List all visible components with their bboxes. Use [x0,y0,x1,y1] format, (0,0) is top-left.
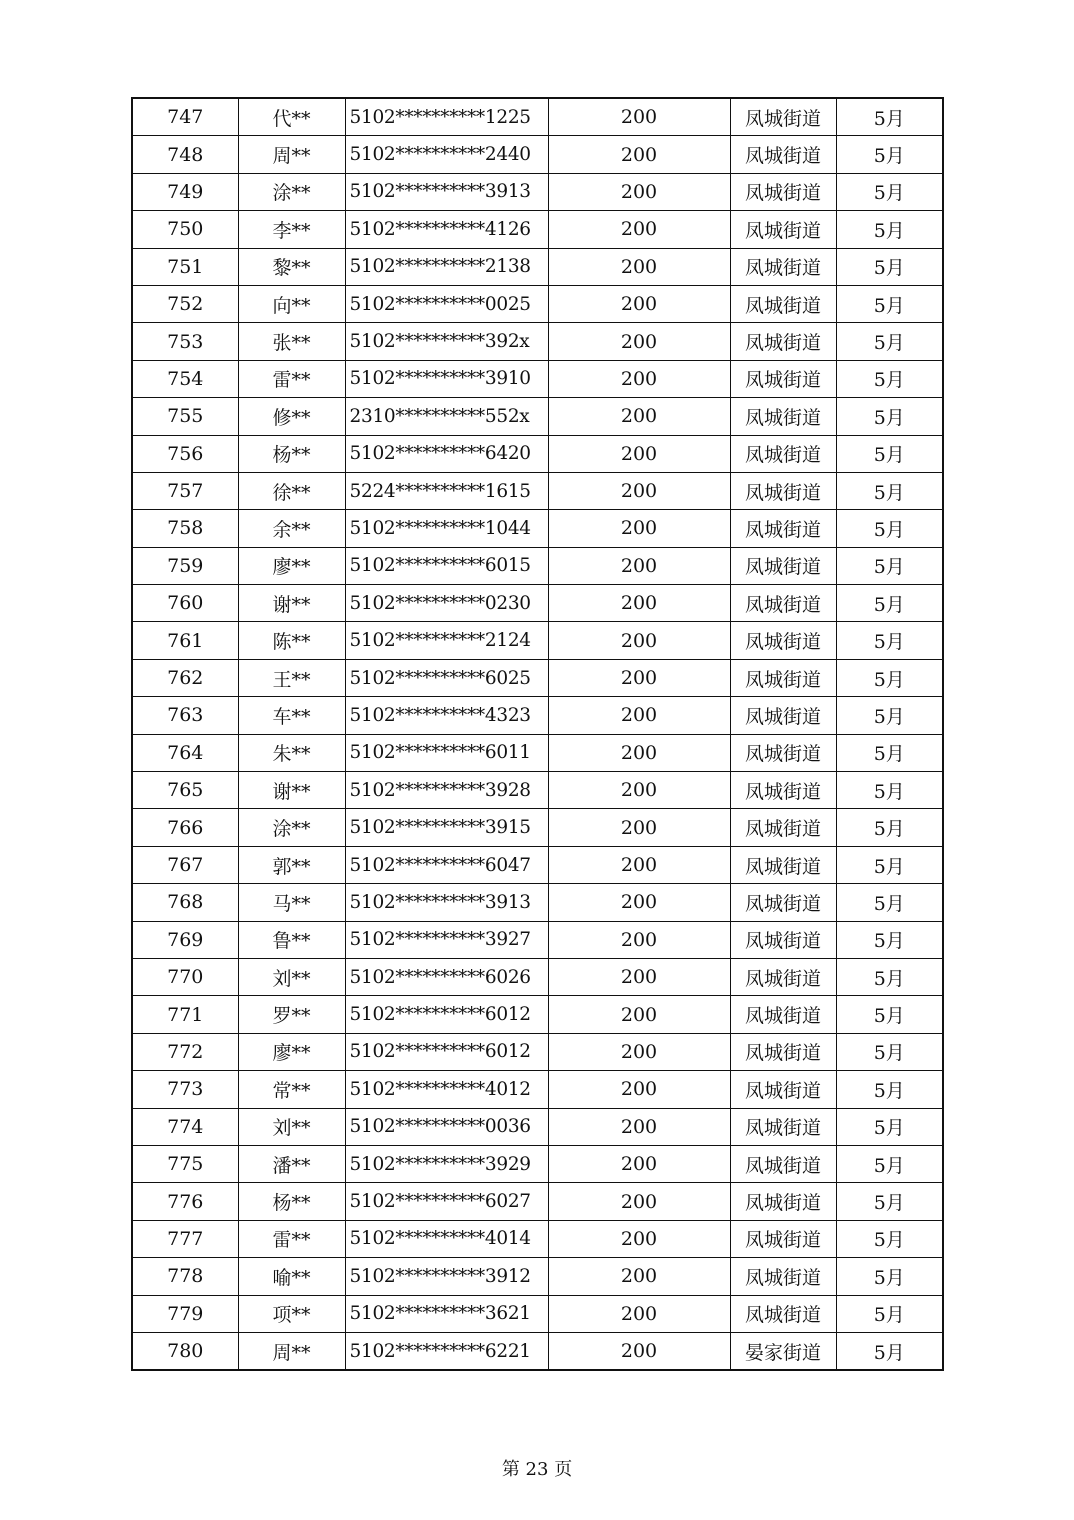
amount-cell: 200 [548,211,730,248]
id-number-cell: 5102**********4014 [345,1220,548,1257]
row-number-cell: 750 [132,211,238,248]
month-cell: 5月 [836,472,943,509]
name-cell: 刘** [238,1108,345,1145]
name-cell: 陈** [238,622,345,659]
table-row [132,622,943,659]
row-number-cell: 754 [132,360,238,397]
name-cell: 郭** [238,846,345,883]
amount-cell: 200 [548,510,730,547]
amount-cell: 200 [548,1220,730,1257]
amount-cell: 200 [548,772,730,809]
amount-cell: 200 [548,958,730,995]
row-number-cell: 770 [132,958,238,995]
table-row [132,1258,943,1295]
street-cell: 凤城街道 [730,809,836,846]
month-cell: 5月 [836,622,943,659]
row-number-cell: 761 [132,622,238,659]
amount-cell: 200 [548,622,730,659]
row-number-cell: 771 [132,996,238,1033]
month-cell: 5月 [836,248,943,285]
amount-cell: 200 [548,435,730,472]
footer-page-number: 23 [525,1459,549,1480]
street-cell: 凤城街道 [730,996,836,1033]
row-number-cell: 756 [132,435,238,472]
id-number-cell: 5102**********392x [345,323,548,360]
amount-cell: 200 [548,1108,730,1145]
month-cell: 5月 [836,547,943,584]
street-cell: 凤城街道 [730,1295,836,1332]
row-number-cell: 757 [132,472,238,509]
month-cell: 5月 [836,884,943,921]
table-row [132,921,943,958]
name-cell: 马** [238,884,345,921]
amount-cell: 200 [548,1145,730,1182]
table-row [132,734,943,771]
id-number-cell: 5102**********6420 [345,435,548,472]
street-cell: 凤城街道 [730,772,836,809]
month-cell: 5月 [836,510,943,547]
id-number-cell: 5102**********6011 [345,734,548,771]
name-cell: 鲁** [238,921,345,958]
street-cell: 凤城街道 [730,921,836,958]
id-number-cell: 5102**********1044 [345,510,548,547]
table-row [132,1145,943,1182]
id-number-cell: 2310**********552x [345,398,548,435]
row-number-cell: 772 [132,1033,238,1070]
name-cell: 谢** [238,772,345,809]
month-cell: 5月 [836,136,943,173]
id-number-cell: 5102**********6015 [345,547,548,584]
street-cell: 晏家街道 [730,1332,836,1370]
month-cell: 5月 [836,1220,943,1257]
id-number-cell: 5102**********6012 [345,1033,548,1070]
roster-table-body [132,98,943,1370]
row-number-cell: 760 [132,585,238,622]
month-cell: 5月 [836,1071,943,1108]
amount-cell: 200 [548,659,730,696]
row-number-cell: 749 [132,173,238,210]
month-cell: 5月 [836,360,943,397]
id-number-cell: 5102**********3927 [345,921,548,958]
name-cell: 代** [238,98,345,136]
amount-cell: 200 [548,98,730,136]
name-cell: 周** [238,1332,345,1370]
street-cell: 凤城街道 [730,846,836,883]
table-row [132,697,943,734]
amount-cell: 200 [548,1332,730,1370]
id-number-cell: 5102**********2440 [345,136,548,173]
table-row [132,211,943,248]
month-cell: 5月 [836,809,943,846]
month-cell: 5月 [836,996,943,1033]
id-number-cell: 5102**********6025 [345,659,548,696]
month-cell: 5月 [836,1332,943,1370]
id-number-cell: 5102**********3929 [345,1145,548,1182]
id-number-cell: 5102**********4126 [345,211,548,248]
table-row [132,1295,943,1332]
id-number-cell: 5102**********2124 [345,622,548,659]
name-cell: 涂** [238,173,345,210]
name-cell: 修** [238,398,345,435]
name-cell: 向** [238,285,345,322]
name-cell: 杨** [238,1183,345,1220]
street-cell: 凤城街道 [730,585,836,622]
name-cell: 杨** [238,435,345,472]
street-cell: 凤城街道 [730,1145,836,1182]
street-cell: 凤城街道 [730,1033,836,1070]
street-cell: 凤城街道 [730,697,836,734]
table-row [132,398,943,435]
month-cell: 5月 [836,1108,943,1145]
row-number-cell: 779 [132,1295,238,1332]
table-row [132,996,943,1033]
id-number-cell: 5102**********6221 [345,1332,548,1370]
street-cell: 凤城街道 [730,1071,836,1108]
row-number-cell: 752 [132,285,238,322]
name-cell: 雷** [238,360,345,397]
table-row [132,1220,943,1257]
street-cell: 凤城街道 [730,510,836,547]
name-cell: 谢** [238,585,345,622]
table-row [132,1183,943,1220]
street-cell: 凤城街道 [730,98,836,136]
row-number-cell: 768 [132,884,238,921]
name-cell: 车** [238,697,345,734]
name-cell: 徐** [238,472,345,509]
month-cell: 5月 [836,285,943,322]
month-cell: 5月 [836,1258,943,1295]
amount-cell: 200 [548,173,730,210]
month-cell: 5月 [836,1145,943,1182]
month-cell: 5月 [836,734,943,771]
month-cell: 5月 [836,659,943,696]
row-number-cell: 763 [132,697,238,734]
month-cell: 5月 [836,921,943,958]
street-cell: 凤城街道 [730,472,836,509]
row-number-cell: 764 [132,734,238,771]
amount-cell: 200 [548,734,730,771]
table-row [132,435,943,472]
table-row [132,846,943,883]
row-number-cell: 747 [132,98,238,136]
roster-table [131,97,944,1371]
month-cell: 5月 [836,697,943,734]
table-row [132,285,943,322]
row-number-cell: 765 [132,772,238,809]
row-number-cell: 766 [132,809,238,846]
row-number-cell: 774 [132,1108,238,1145]
row-number-cell: 751 [132,248,238,285]
street-cell: 凤城街道 [730,884,836,921]
street-cell: 凤城街道 [730,285,836,322]
row-number-cell: 778 [132,1258,238,1295]
amount-cell: 200 [548,697,730,734]
amount-cell: 200 [548,136,730,173]
name-cell: 项** [238,1295,345,1332]
row-number-cell: 773 [132,1071,238,1108]
id-number-cell: 5102**********4012 [345,1071,548,1108]
street-cell: 凤城街道 [730,211,836,248]
month-cell: 5月 [836,98,943,136]
amount-cell: 200 [548,1071,730,1108]
table-row [132,472,943,509]
month-cell: 5月 [836,772,943,809]
table-row [132,809,943,846]
name-cell: 涂** [238,809,345,846]
footer-prefix: 第 [501,1459,520,1480]
id-number-cell: 5102**********3928 [345,772,548,809]
id-number-cell: 5102**********3913 [345,173,548,210]
row-number-cell: 759 [132,547,238,584]
row-number-cell: 777 [132,1220,238,1257]
amount-cell: 200 [548,248,730,285]
id-number-cell: 5102**********6027 [345,1183,548,1220]
name-cell: 朱** [238,734,345,771]
street-cell: 凤城街道 [730,1108,836,1145]
table-row [132,510,943,547]
name-cell: 余** [238,510,345,547]
amount-cell: 200 [548,1183,730,1220]
row-number-cell: 769 [132,921,238,958]
street-cell: 凤城街道 [730,398,836,435]
amount-cell: 200 [548,884,730,921]
table-row [132,1071,943,1108]
amount-cell: 200 [548,323,730,360]
row-number-cell: 748 [132,136,238,173]
id-number-cell: 5102**********3621 [345,1295,548,1332]
table-row [132,547,943,584]
id-number-cell: 5102**********6026 [345,958,548,995]
id-number-cell: 5102**********3913 [345,884,548,921]
table-row [132,1033,943,1070]
table-row [132,958,943,995]
table-row [132,173,943,210]
name-cell: 廖** [238,1033,345,1070]
amount-cell: 200 [548,996,730,1033]
amount-cell: 200 [548,398,730,435]
row-number-cell: 775 [132,1145,238,1182]
name-cell: 常** [238,1071,345,1108]
row-number-cell: 767 [132,846,238,883]
month-cell: 5月 [836,173,943,210]
month-cell: 5月 [836,323,943,360]
amount-cell: 200 [548,1258,730,1295]
name-cell: 廖** [238,547,345,584]
row-number-cell: 758 [132,510,238,547]
id-number-cell: 5102**********0036 [345,1108,548,1145]
name-cell: 刘** [238,958,345,995]
table-row [132,1332,943,1370]
month-cell: 5月 [836,1295,943,1332]
row-number-cell: 780 [132,1332,238,1370]
row-number-cell: 762 [132,659,238,696]
street-cell: 凤城街道 [730,659,836,696]
month-cell: 5月 [836,958,943,995]
id-number-cell: 5102**********0025 [345,285,548,322]
street-cell: 凤城街道 [730,248,836,285]
name-cell: 周** [238,136,345,173]
name-cell: 罗** [238,996,345,1033]
row-number-cell: 753 [132,323,238,360]
street-cell: 凤城街道 [730,323,836,360]
name-cell: 潘** [238,1145,345,1182]
amount-cell: 200 [548,846,730,883]
amount-cell: 200 [548,360,730,397]
id-number-cell: 5102**********1225 [345,98,548,136]
id-number-cell: 5102**********3915 [345,809,548,846]
name-cell: 雷** [238,1220,345,1257]
id-number-cell: 5102**********3912 [345,1258,548,1295]
street-cell: 凤城街道 [730,173,836,210]
amount-cell: 200 [548,585,730,622]
table-row [132,585,943,622]
id-number-cell: 5102**********4323 [345,697,548,734]
page-footer [0,1455,1074,1481]
street-cell: 凤城街道 [730,360,836,397]
name-cell: 王** [238,659,345,696]
name-cell: 黎** [238,248,345,285]
month-cell: 5月 [836,398,943,435]
table-row [132,1108,943,1145]
id-number-cell: 5102**********0230 [345,585,548,622]
street-cell: 凤城街道 [730,547,836,584]
month-cell: 5月 [836,211,943,248]
month-cell: 5月 [836,1183,943,1220]
row-number-cell: 776 [132,1183,238,1220]
row-number-cell: 755 [132,398,238,435]
table-row [132,884,943,921]
month-cell: 5月 [836,846,943,883]
month-cell: 5月 [836,1033,943,1070]
street-cell: 凤城街道 [730,435,836,472]
id-number-cell: 5102**********6012 [345,996,548,1033]
amount-cell: 200 [548,809,730,846]
id-number-cell: 5102**********2138 [345,248,548,285]
id-number-cell: 5224**********1615 [345,472,548,509]
month-cell: 5月 [836,585,943,622]
street-cell: 凤城街道 [730,1258,836,1295]
amount-cell: 200 [548,921,730,958]
street-cell: 凤城街道 [730,1220,836,1257]
table-row [132,136,943,173]
table-row [132,772,943,809]
street-cell: 凤城街道 [730,958,836,995]
name-cell: 张** [238,323,345,360]
table-row [132,659,943,696]
amount-cell: 200 [548,285,730,322]
footer-suffix: 页 [554,1459,573,1480]
table-row [132,248,943,285]
id-number-cell: 5102**********3910 [345,360,548,397]
table-row [132,98,943,136]
amount-cell: 200 [548,1295,730,1332]
id-number-cell: 5102**********6047 [345,846,548,883]
amount-cell: 200 [548,547,730,584]
month-cell: 5月 [836,435,943,472]
street-cell: 凤城街道 [730,136,836,173]
table-row [132,360,943,397]
street-cell: 凤城街道 [730,1183,836,1220]
amount-cell: 200 [548,472,730,509]
table-row [132,323,943,360]
name-cell: 李** [238,211,345,248]
name-cell: 喻** [238,1258,345,1295]
street-cell: 凤城街道 [730,734,836,771]
amount-cell: 200 [548,1033,730,1070]
street-cell: 凤城街道 [730,622,836,659]
